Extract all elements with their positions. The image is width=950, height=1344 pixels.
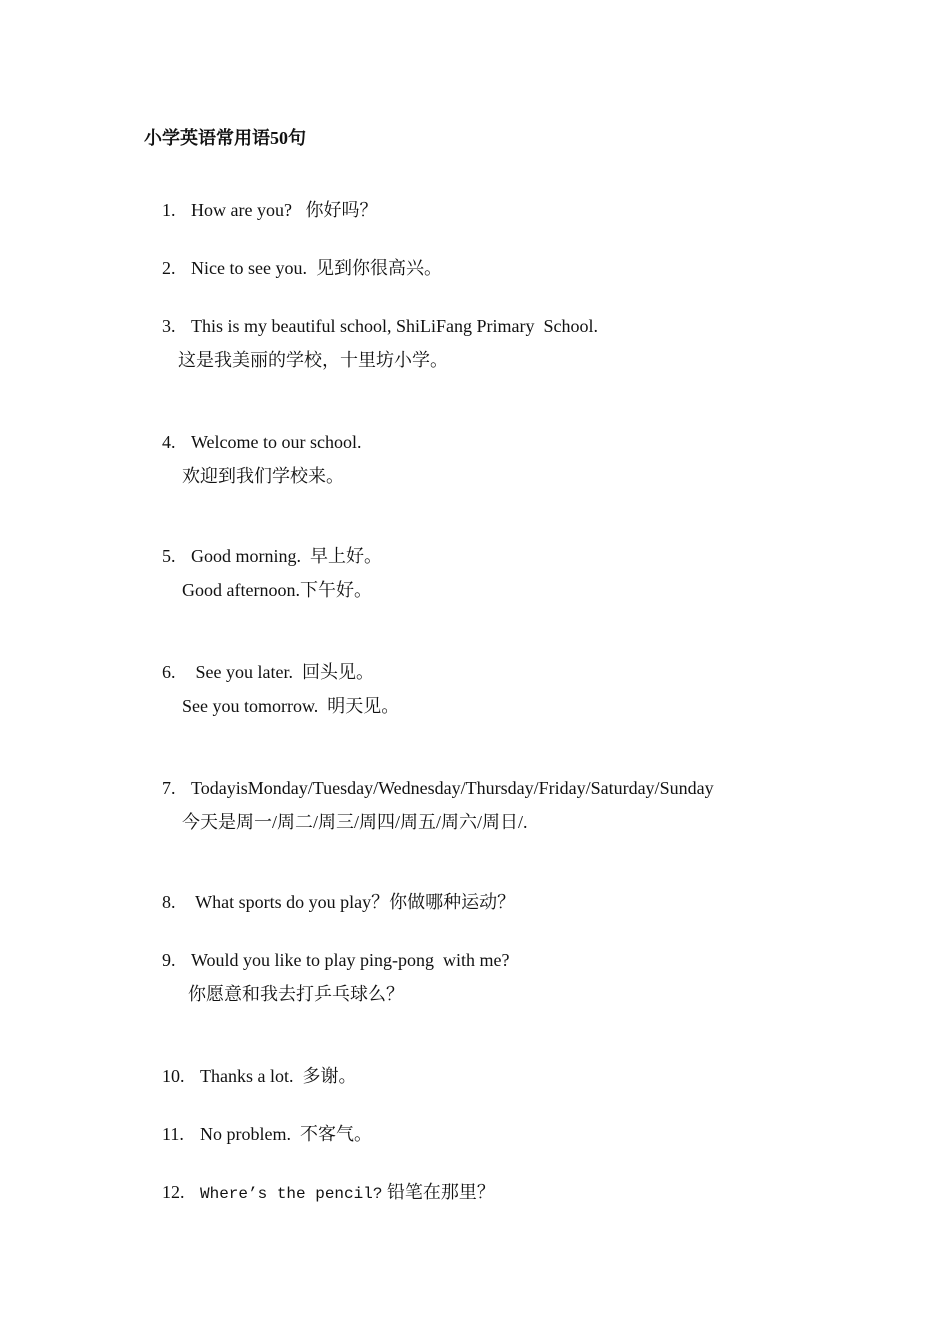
item-continuation: Good afternoon.下午好。: [182, 580, 372, 600]
item-text: See you later. 回头见。: [191, 662, 374, 682]
item-number: 7.: [162, 778, 176, 798]
item-number: 11.: [162, 1124, 184, 1144]
item-text: No problem. 不客气。: [200, 1124, 372, 1144]
document-title: 小学英语常用语50句: [144, 128, 306, 148]
item-text: Would you like to play ping-pong with me?: [191, 950, 510, 970]
item-number: 6.: [162, 662, 176, 682]
item-text: What sports do you play？你做哪种运动？: [191, 892, 516, 912]
item-text: Good morning. 早上好。: [191, 546, 382, 566]
item-continuation: 欢迎到我们学校来。: [182, 466, 344, 486]
item-text: This is my beautiful school, ShiLiFang Primary School.: [191, 316, 598, 336]
item-number: 4.: [162, 432, 176, 452]
item-number: 12.: [162, 1182, 185, 1202]
item-number: 9.: [162, 950, 176, 970]
item-text: TodayisMonday/Tuesday/Wednesday/Thursday/Friday/Saturday/Sunday: [191, 778, 714, 798]
item-number: 10.: [162, 1066, 185, 1086]
item-text: Welcome to our school.: [191, 432, 362, 452]
item-continuation: 这是我美丽的学校，十里坊小学。: [178, 350, 448, 370]
item-text: Nice to see you. 见到你很高兴。: [191, 258, 442, 278]
item-text: Where’s the pencil?: [200, 1185, 383, 1203]
item-number: 2.: [162, 258, 176, 278]
item-text: Thanks a lot. 多谢。: [200, 1066, 357, 1086]
item-continuation: 今天是周一/周二/周三/周四/周五/周六/周日/.: [182, 812, 528, 832]
item-continuation: See you tomorrow. 明天见。: [182, 696, 400, 716]
item-number: 1.: [162, 200, 176, 220]
list-item: [144, 1156, 495, 1230]
item-continuation: 你愿意和我去打乒乓球么？: [188, 984, 404, 1004]
item-number: 8.: [162, 892, 176, 912]
item-text-translation: 铅笔在那里？: [382, 1182, 495, 1202]
item-number: 5.: [162, 546, 176, 566]
item-number: 3.: [162, 316, 176, 336]
item-text: How are you? 你好吗？: [191, 200, 378, 220]
